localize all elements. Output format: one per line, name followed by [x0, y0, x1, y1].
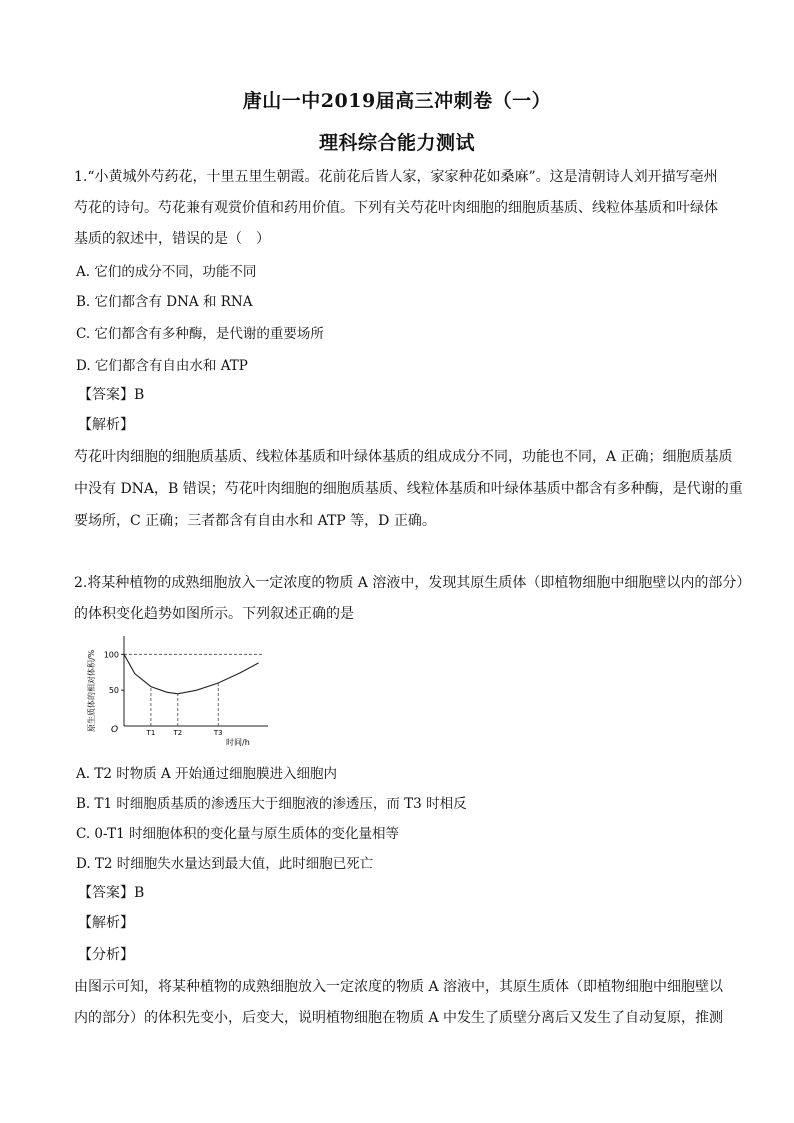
chart-x-tick-label: T1: [146, 729, 156, 737]
q1-analysis-line-1: 芍花叶肉细胞的细胞质基质、线粒体基质和叶绿体基质的组成成分不同，功能也不同，A 正确；细胞质基质: [74, 449, 733, 465]
chart-xlabel: 时间/h: [226, 738, 250, 747]
q1-analysis-label: 【解析】: [78, 417, 134, 433]
q2-fenxi-line-2: 内的部分）的体积先变小，后变大，说明植物细胞在物质 A 中发生了质壁分离后又发生了自动复原，推测: [74, 1010, 724, 1026]
q1-option-c: C. 它们都含有多种酶，是代谢的重要场所: [76, 326, 324, 342]
chart-x-tick-label: T2: [173, 729, 183, 737]
q1-stem-line-2: 芍花的诗句。芍花兼有观赏价值和药用价值。下列有关芍花叶肉细胞的细胞质基质、线粒体基质和叶绿体: [74, 200, 718, 216]
q2-fenxi-label: 【分析】: [78, 947, 134, 963]
q1-stem-line-3: 基质的叙述中，错误的是（ ）: [74, 231, 270, 247]
chart-origin-label: O: [111, 725, 119, 735]
q1-analysis-line-3: 要场所，C 正确；三者都含有自由水和 ATP 等，D 正确。: [74, 513, 436, 529]
q2-option-a: A. T2 时物质 A 开始通过细胞膜进入细胞内: [76, 766, 338, 782]
chart-ylabel: 原生质体的相对体积/%: [87, 649, 96, 732]
chart-y-tick-label: 100: [103, 650, 119, 660]
q2-option-c: C. 0-T1 时细胞体积的变化量与原生质体的变化量相等: [76, 826, 399, 842]
q1-option-b: B. 它们都含有 DNA 和 RNA: [76, 294, 253, 310]
chart-x-tick-label: T3: [213, 729, 223, 737]
q2-stem-line-1: 2.将某种植物的成熟细胞放入一定浓度的物质 A 溶液中，发现其原生质体（即植物细胞中细胞壁以内的部分）: [74, 575, 751, 591]
q2-analysis-label: 【解析】: [78, 915, 134, 931]
volume-chart: [86, 630, 276, 750]
page-subtitle: 理科综合能力测试: [318, 132, 475, 154]
chart-series-line: [124, 654, 259, 694]
chart-y-tick-label: 50: [108, 686, 119, 696]
q1-stem-line-1: 1.“小黄城外芍药花，十里五里生朝霞。花前花后皆人家，家家种花如桑麻”。这是清朝诗人刘开描写亳州: [74, 169, 718, 185]
q1-option-a: A. 它们的成分不同，功能不同: [76, 264, 257, 280]
q2-answer: 【答案】B: [78, 885, 145, 901]
q1-answer: 【答案】B: [78, 387, 145, 403]
q1-analysis-line-2: 中没有 DNA，B 错误；芍花叶肉细胞的细胞质基质、线粒体基质和叶绿体基质中都含有多种酶，是代谢的重: [74, 481, 743, 497]
q2-stem-line-2: 的体积变化趋势如图所示。下列叙述正确的是: [74, 606, 354, 622]
q2-option-b: B. T1 时细胞质基质的渗透压大于细胞液的渗透压，而 T3 时相反: [76, 796, 467, 812]
q1-option-d: D. 它们都含有自由水和 ATP: [76, 358, 248, 374]
q2-option-d: D. T2 时细胞失水量达到最大值，此时细胞已死亡: [76, 856, 374, 872]
q2-fenxi-line-1: 由图示可知，将某种植物的成熟细胞放入一定浓度的物质 A 溶液中，其原生质体（即植物细胞中细胞壁以: [74, 979, 724, 995]
page-title: 唐山一中2019届高三冲刺卷（一）: [242, 90, 552, 112]
